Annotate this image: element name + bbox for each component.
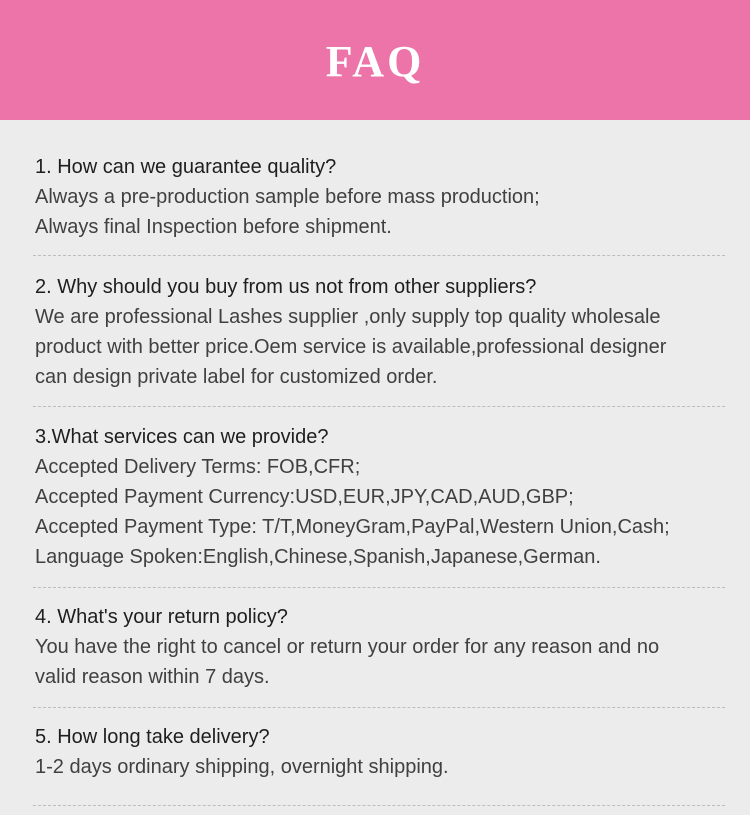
faq-answer-line: Always a pre-production sample before mass production; xyxy=(35,186,540,208)
faq-question: 4. What's your return policy? xyxy=(35,606,288,628)
faq-answer-line: We are professional Lashes supplier ,only supply top quality wholesale xyxy=(35,306,661,328)
faq-answer-line: can design private label for customized order. xyxy=(35,366,438,388)
faq-answer-line: Accepted Payment Type: T/T,MoneyGram,PayPal,Western Union,Cash; xyxy=(35,516,670,538)
page-title: FAQ xyxy=(325,36,425,86)
faq-answer-line: product with better price.Oem service is available,professional designer xyxy=(35,336,667,358)
faq-item-2 xyxy=(35,272,725,392)
faq-answer-line: 1-2 days ordinary shipping, overnight shipping. xyxy=(35,756,449,778)
faq-answer-line: Accepted Delivery Terms: FOB,CFR; xyxy=(35,456,361,478)
faq-question: 5. How long take delivery? xyxy=(35,726,270,748)
faq-header xyxy=(0,0,750,120)
faq-answer-line: valid reason within 7 days. xyxy=(35,666,270,688)
divider xyxy=(33,587,725,588)
faq-question: 1. How can we guarantee quality? xyxy=(35,156,337,178)
divider xyxy=(33,707,725,708)
faq-item-4 xyxy=(35,602,725,692)
faq-answer-line: Accepted Payment Currency:USD,EUR,JPY,CAD,AUD,GBP; xyxy=(35,486,574,508)
faq-question: 2. Why should you buy from us not from other suppliers? xyxy=(35,276,537,298)
faq-answer-line: You have the right to cancel or return your order for any reason and no xyxy=(35,636,660,658)
faq-item-5 xyxy=(35,722,725,782)
faq-answer-line: Always final Inspection before shipment. xyxy=(35,216,392,238)
faq-answer-line: Language Spoken:English,Chinese,Spanish,Japanese,German. xyxy=(35,546,601,568)
divider xyxy=(33,805,725,806)
faq-item-3 xyxy=(35,422,725,572)
divider xyxy=(33,255,725,256)
divider xyxy=(33,406,725,407)
faq-question: 3.What services can we provide? xyxy=(35,426,329,448)
faq-item-1 xyxy=(35,152,725,242)
